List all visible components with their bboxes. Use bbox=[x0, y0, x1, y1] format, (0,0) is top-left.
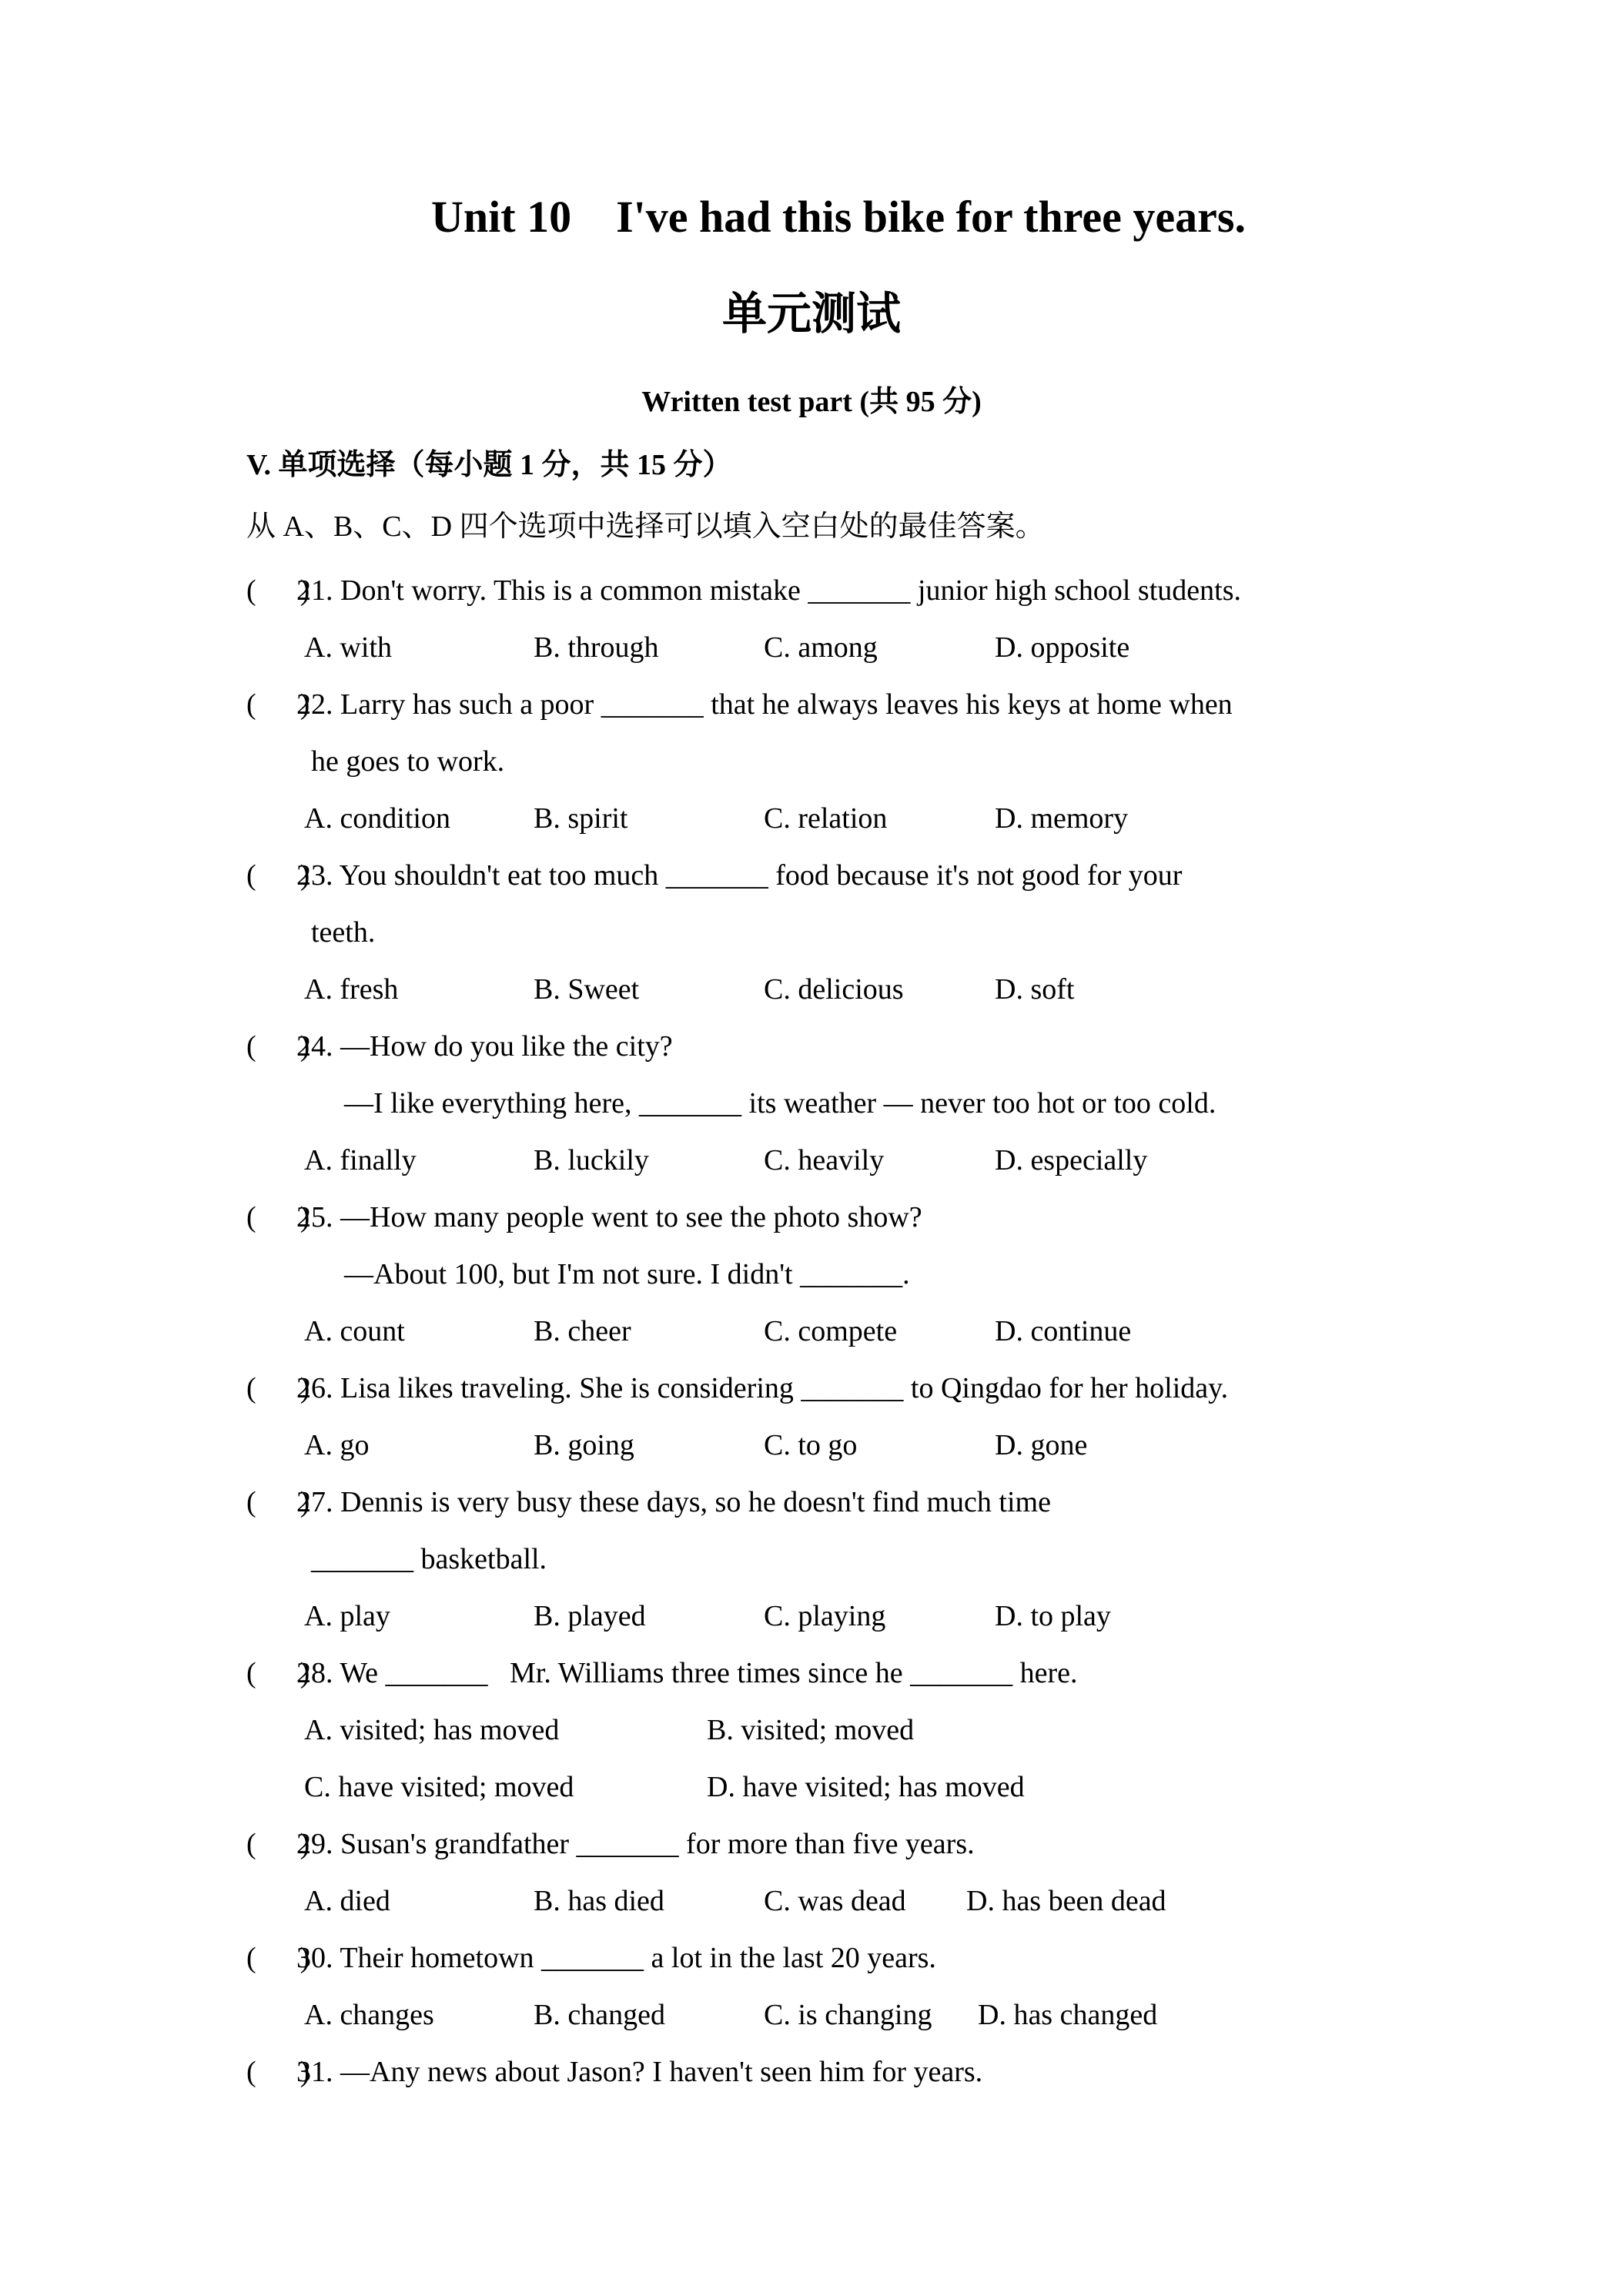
q22-option-c: C. relation bbox=[764, 802, 888, 835]
q21-option-d: D. opposite bbox=[995, 631, 1130, 664]
q22-option-b: B. spirit bbox=[534, 802, 628, 835]
answer-bracket[interactable]: ( ) bbox=[246, 688, 310, 721]
q28-option-b: B. visited; moved bbox=[707, 1714, 915, 1746]
q30-option-b: B. changed bbox=[534, 1999, 665, 2031]
q29-option-b: B. has died bbox=[534, 1885, 664, 1917]
q25-option-d: D. continue bbox=[995, 1315, 1132, 1347]
q30-option-a: A. changes bbox=[304, 1999, 434, 2031]
q25-option-c: C. compete bbox=[764, 1315, 898, 1347]
q26-option-a: A. go bbox=[304, 1429, 370, 1461]
question-31-text: 31. —Any news about Jason? I haven't seen him for years. bbox=[296, 2056, 983, 2088]
question-29-text: 29. Susan's grandfather _______ for more than five years. bbox=[296, 1828, 975, 1860]
q24-option-a: A. finally bbox=[304, 1144, 417, 1176]
q23-option-a: A. fresh bbox=[304, 973, 399, 1006]
question-27-continuation: _______ basketball. bbox=[311, 1543, 547, 1575]
answer-bracket[interactable]: ( ) bbox=[246, 1030, 310, 1063]
question-24-text: 24. —How do you like the city? bbox=[296, 1030, 673, 1063]
question-25-text: 25. —How many people went to see the photo show? bbox=[296, 1201, 922, 1233]
test-subtitle: 单元测试 bbox=[721, 289, 901, 339]
q21-option-b: B. through bbox=[534, 631, 659, 664]
section-heading: V. 单项选择（每小题 1 分，共 15 分） bbox=[246, 449, 732, 481]
answer-bracket[interactable]: ( ) bbox=[246, 1201, 310, 1233]
question-28-text: 28. We _______ Mr. Williams three times since he _______ here. bbox=[296, 1657, 1078, 1689]
q24-option-b: B. luckily bbox=[534, 1144, 649, 1176]
q23-option-d: D. soft bbox=[995, 973, 1075, 1006]
q30-option-d: D. has changed bbox=[978, 1999, 1158, 2031]
question-21-text: 21. Don't worry. This is a common mistake _______ junior high school students. bbox=[296, 574, 1241, 607]
answer-bracket[interactable]: ( ) bbox=[246, 1486, 310, 1518]
question-22-text: 22. Larry has such a poor _______ that he always leaves his keys at home when bbox=[296, 688, 1233, 721]
q23-option-b: B. Sweet bbox=[534, 973, 640, 1006]
q28-option-c: C. have visited; moved bbox=[304, 1771, 574, 1803]
q27-option-b: B. played bbox=[534, 1600, 646, 1632]
answer-bracket[interactable]: ( ) bbox=[246, 574, 310, 607]
q30-option-c: C. is changing bbox=[764, 1999, 932, 2031]
answer-bracket[interactable]: ( ) bbox=[246, 1372, 310, 1404]
q29-option-d: D. has been dead bbox=[966, 1885, 1166, 1917]
question-26-text: 26. Lisa likes traveling. She is considering _______ to Qingdao for her holiday. bbox=[296, 1372, 1229, 1404]
question-30-text: 30. Their hometown _______ a lot in the last 20 years. bbox=[296, 1942, 936, 1974]
q28-option-a: A. visited; has moved bbox=[304, 1714, 560, 1746]
q21-option-a: A. with bbox=[304, 631, 392, 664]
q27-option-c: C. playing bbox=[764, 1600, 886, 1632]
part-heading: Written test part (共 95 分) bbox=[641, 386, 982, 418]
question-23-continuation: teeth. bbox=[311, 916, 376, 949]
question-22-continuation: he goes to work. bbox=[311, 745, 505, 778]
q26-option-b: B. going bbox=[534, 1429, 634, 1461]
q22-option-d: D. memory bbox=[995, 802, 1129, 835]
q23-option-c: C. delicious bbox=[764, 973, 904, 1006]
q29-option-c: C. was dead bbox=[764, 1885, 906, 1917]
question-24-reply: —I like everything here, _______ its weather — never too hot or too cold. bbox=[344, 1087, 1216, 1120]
q27-option-d: D. to play bbox=[995, 1600, 1111, 1632]
q27-option-a: A. play bbox=[304, 1600, 390, 1632]
q25-option-a: A. count bbox=[304, 1315, 405, 1347]
section-instruction: 从 A、B、C、D 四个选项中选择可以填入空白处的最佳答案。 bbox=[246, 510, 1045, 543]
question-23-text: 23. You shouldn't eat too much _______ food because it's not good for your bbox=[296, 859, 1183, 892]
question-27-text: 27. Dennis is very busy these days, so he doesn't find much time bbox=[296, 1486, 1051, 1518]
answer-bracket[interactable]: ( ) bbox=[246, 2056, 310, 2088]
q24-option-c: C. heavily bbox=[764, 1144, 885, 1176]
q26-option-c: C. to go bbox=[764, 1429, 858, 1461]
q21-option-c: C. among bbox=[764, 631, 878, 664]
q28-option-d: D. have visited; has moved bbox=[707, 1771, 1025, 1803]
answer-bracket[interactable]: ( ) bbox=[246, 859, 310, 892]
q25-option-b: B. cheer bbox=[534, 1315, 631, 1347]
question-25-reply: —About 100, but I'm not sure. I didn't _______. bbox=[344, 1258, 910, 1290]
answer-bracket[interactable]: ( ) bbox=[246, 1657, 310, 1689]
q22-option-a: A. condition bbox=[304, 802, 450, 835]
answer-bracket[interactable]: ( ) bbox=[246, 1828, 310, 1860]
q26-option-d: D. gone bbox=[995, 1429, 1088, 1461]
unit-title: Unit 10 I've had this bike for three years. bbox=[431, 192, 1246, 242]
q29-option-a: A. died bbox=[304, 1885, 390, 1917]
answer-bracket[interactable]: ( ) bbox=[246, 1942, 310, 1974]
q24-option-d: D. especially bbox=[995, 1144, 1148, 1176]
